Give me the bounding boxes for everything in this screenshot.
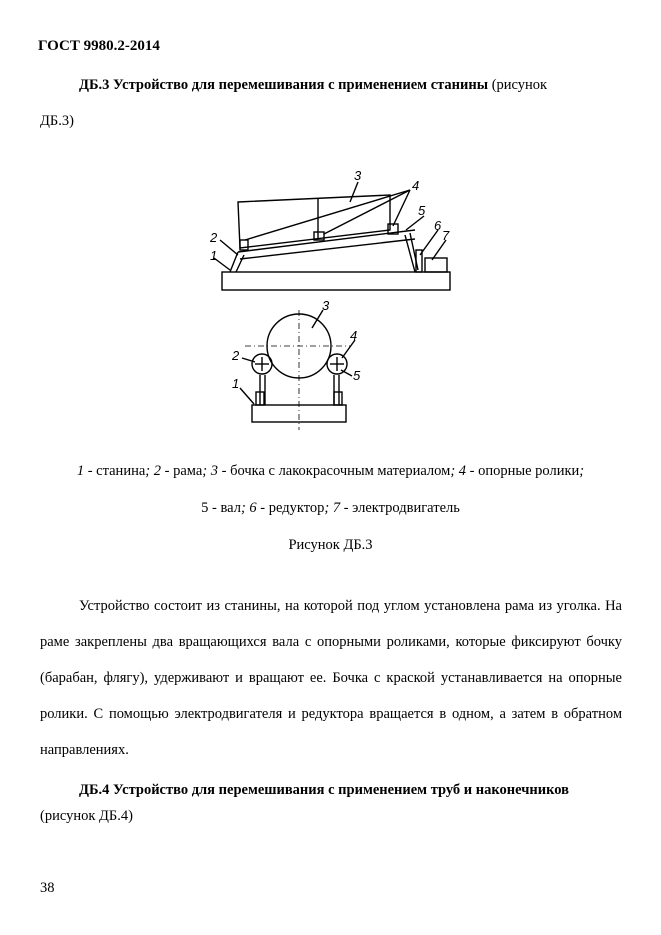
base-frame-shape: [222, 272, 450, 290]
callout-top-7: 7: [442, 228, 450, 243]
callout-top-5: 5: [418, 203, 426, 218]
callout-bottom-2: 2: [232, 348, 240, 363]
figure-legend-line1: 1 - станина; 2 - рама; 3 - бочка с лакокрасочным материалом; 4 - опорные ролики;: [76, 463, 585, 479]
callout-top-4: 4: [412, 178, 420, 193]
section-title-db4-cont: (рисунок ДБ.4): [40, 808, 133, 824]
callout-top-3: 3: [354, 168, 362, 183]
section-title-db3-tail: (рисунок: [488, 77, 548, 93]
callout-bottom-5: 5: [353, 368, 361, 383]
section-title-db3-bold: ДБ.3 Устройство для перемешивания с применением станины: [79, 77, 489, 93]
section-title-db3: [79, 76, 639, 94]
callout-top-6: 6: [434, 218, 442, 233]
figure-legend-line2: 5 - вал; 6 - редуктор; 7 - электродвигатель: [201, 500, 460, 516]
callout-bottom-3: 3: [322, 298, 330, 313]
callout-bottom-1: 1: [232, 376, 240, 391]
section-title-db4: ДБ.4 Устройство для перемешивания с применением труб и наконечников: [79, 782, 569, 798]
section-title-db3-cont: ДБ.3): [40, 113, 74, 129]
body-paragraph: Устройство состоит из станины, на которой под углом установлена рама из уголка. На раме закреплены два вращающихся вала с опорными роликами, которые фиксируют бочку (барабан, флягу), удерживают и вращают ее. Бочка с краской устанавливается на опорные ролики. С помощью электродвигателя и редуктора вращается в одном, а затем в обратном направлениях.: [40, 598, 622, 758]
figure-caption: Рисунок ДБ.3: [288, 537, 373, 553]
callout-bottom-4: 4: [350, 328, 358, 343]
document-header: ГОСТ 9980.2-2014: [38, 38, 160, 54]
callout-top-2: 2: [210, 230, 218, 245]
callout-top-1: 1: [210, 248, 218, 263]
page-number: 38: [40, 880, 55, 896]
figure-db3-drawing: [200, 160, 470, 440]
